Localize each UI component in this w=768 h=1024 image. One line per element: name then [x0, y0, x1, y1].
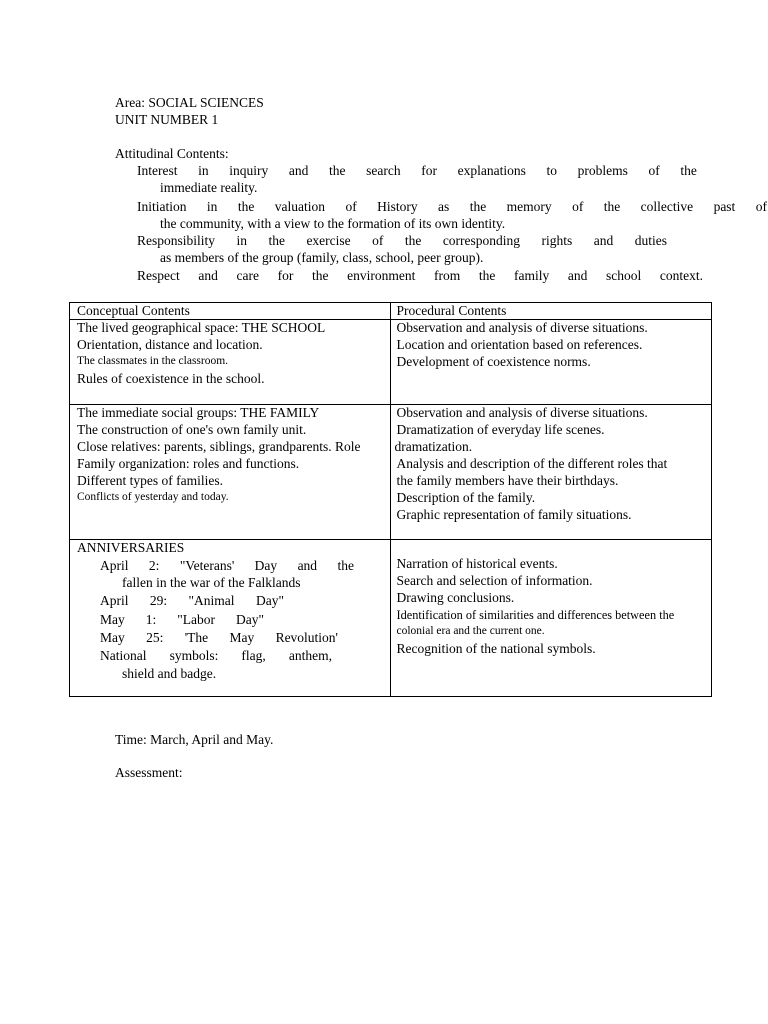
- word: and: [593, 233, 614, 248]
- word: 25:: [146, 630, 164, 645]
- word: the: [237, 199, 255, 214]
- word: past: [713, 199, 736, 214]
- word: and: [198, 268, 218, 283]
- word: Responsibility: [137, 233, 216, 248]
- word: May: [229, 630, 255, 645]
- attitudinal-item-2-line-2: the community, with a view to the formation of its own identity.: [160, 216, 506, 231]
- procedural-line: dramatization.: [394, 439, 473, 454]
- procedural-line: Dramatization of everyday life scenes.: [396, 422, 605, 437]
- conceptual-line: The lived geographical space: THE SCHOOL: [77, 320, 326, 335]
- word: the: [478, 268, 496, 283]
- table-row: [70, 405, 712, 540]
- word: school: [605, 268, 642, 283]
- word: for: [421, 163, 437, 178]
- conceptual-line: [100, 630, 338, 646]
- word: "Animal: [188, 593, 235, 608]
- word: of: [372, 233, 384, 248]
- conceptual-line: The immediate social groups: THE FAMILY: [77, 405, 320, 420]
- word: for: [277, 268, 294, 283]
- procedural-line: Graphic representation of family situations.: [396, 507, 632, 522]
- word: valuation: [274, 199, 326, 214]
- conceptual-line: shield and badge.: [122, 666, 217, 681]
- procedural-line: Analysis and description of the different roles that: [396, 456, 668, 471]
- conceptual-line: [100, 648, 332, 664]
- word: collective: [640, 199, 694, 214]
- table-row: [70, 320, 712, 405]
- word: duties: [634, 233, 667, 248]
- word: History: [377, 199, 418, 214]
- attitudinal-item-1-line-2: immediate reality.: [160, 180, 258, 195]
- word: of: [345, 199, 357, 214]
- word: the: [680, 163, 697, 178]
- attitudinal-title: Attitudinal Contents:: [115, 146, 229, 161]
- word: and: [297, 558, 318, 573]
- word: "Labor: [177, 612, 215, 627]
- word: 29:: [149, 593, 168, 608]
- word: of: [572, 199, 584, 214]
- word: in: [206, 199, 218, 214]
- word: problems: [577, 163, 628, 178]
- word: Day: [254, 558, 278, 573]
- conceptual-cell-anniversaries: [70, 540, 390, 696]
- procedural-line: Observation and analysis of diverse situations.: [396, 320, 648, 335]
- area-heading: Area: SOCIAL SCIENCES: [115, 95, 264, 110]
- word: from: [433, 268, 461, 283]
- word: in: [198, 163, 209, 178]
- word: May: [100, 612, 125, 627]
- procedural-cell-anniversaries: [391, 540, 712, 696]
- contents-table: [69, 302, 712, 697]
- word: the: [603, 199, 621, 214]
- attitudinal-item-2-line-1: [137, 199, 767, 215]
- word: memory: [506, 199, 552, 214]
- procedural-line: Identification of similarities and differences between the: [396, 608, 675, 622]
- conceptual-line: [100, 612, 264, 628]
- assessment-line: Assessment:: [115, 765, 183, 780]
- word: symbols:: [169, 648, 219, 663]
- word: Revolution': [275, 630, 338, 645]
- word: 1:: [145, 612, 157, 627]
- word: to: [546, 163, 557, 178]
- conceptual-line: fallen in the war of the Falklands: [122, 575, 301, 590]
- conceptual-line: Different types of families.: [77, 473, 223, 488]
- word: the: [469, 199, 487, 214]
- conceptual-line: [100, 593, 284, 609]
- word: April: [100, 593, 129, 608]
- word: National: [100, 648, 147, 663]
- word: in: [236, 233, 247, 248]
- conceptual-line: The construction of one's own family unit.: [77, 422, 307, 437]
- word: environment: [347, 268, 416, 283]
- conceptual-line: ANNIVERSARIES: [77, 540, 185, 555]
- word: the: [311, 268, 329, 283]
- word: anthem,: [288, 648, 332, 663]
- table-header-row: [70, 303, 712, 320]
- procedural-line: Drawing conclusions.: [396, 590, 515, 605]
- word: the: [268, 233, 285, 248]
- word: of: [648, 163, 660, 178]
- word: care: [236, 268, 259, 283]
- attitudinal-item-3-line-2: as members of the group (family, class, school, peer group).: [160, 250, 484, 265]
- word: May: [100, 630, 125, 645]
- procedural-line: the family members have their birthdays.: [396, 473, 619, 488]
- word: the: [404, 233, 422, 248]
- conceptual-line: The classmates in the classroom.: [77, 355, 229, 367]
- procedural-line: Description of the family.: [396, 490, 536, 505]
- word: Initiation: [137, 199, 187, 214]
- word: search: [366, 163, 401, 178]
- procedural-cell-school: [391, 320, 712, 404]
- word: corresponding: [442, 233, 521, 248]
- word: inquiry: [229, 163, 269, 178]
- word: Day": [255, 593, 284, 608]
- conceptual-line: Close relatives: parents, siblings, grandparents. Role: [77, 439, 361, 454]
- procedural-cell-family: [391, 405, 712, 539]
- table-row: [70, 540, 712, 697]
- procedural-line: Observation and analysis of diverse situations.: [396, 405, 648, 420]
- word: April: [100, 558, 129, 573]
- attitudinal-item-4-line-1: [137, 268, 703, 284]
- procedural-line: Search and selection of information.: [396, 573, 593, 588]
- word: of: [755, 199, 767, 214]
- procedural-line: Narration of historical events.: [396, 556, 558, 571]
- procedural-line: Development of coexistence norms.: [396, 354, 591, 369]
- header-conceptual: Conceptual Contents: [77, 303, 190, 318]
- conceptual-line: [100, 558, 354, 574]
- word: the: [329, 163, 346, 178]
- word: 2:: [148, 558, 160, 573]
- procedural-line: Location and orientation based on references.: [396, 337, 643, 352]
- word: 'The: [184, 630, 209, 645]
- word: Day": [235, 612, 264, 627]
- word: rights: [541, 233, 573, 248]
- attitudinal-item-3-line-1: [137, 233, 667, 249]
- word: Interest: [137, 163, 178, 178]
- header-procedural: Procedural Contents: [396, 303, 507, 318]
- word: and: [567, 268, 588, 283]
- word: explanations: [457, 163, 526, 178]
- conceptual-line: Conflicts of yesterday and today.: [77, 491, 229, 503]
- procedural-line: Recognition of the national symbols.: [396, 641, 596, 656]
- procedural-line: colonial era and the current one.: [396, 625, 545, 637]
- word: exercise: [306, 233, 351, 248]
- unit-heading: UNIT NUMBER 1: [115, 112, 219, 127]
- word: as: [438, 199, 450, 214]
- word: family: [513, 268, 550, 283]
- conceptual-cell-family: [70, 405, 390, 539]
- word: "Veterans': [179, 558, 235, 573]
- attitudinal-item-1-line-1: [137, 163, 697, 179]
- conceptual-line: Orientation, distance and location.: [77, 337, 263, 352]
- word: Respect: [137, 268, 180, 283]
- time-line: Time: March, April and May.: [115, 732, 274, 747]
- word: flag,: [241, 648, 266, 663]
- conceptual-line: Rules of coexistence in the school.: [77, 371, 265, 386]
- word: context.: [659, 268, 703, 283]
- conceptual-cell-school: [70, 320, 390, 404]
- word: and: [288, 163, 309, 178]
- word: the: [337, 558, 354, 573]
- conceptual-line: Family organization: roles and functions.: [77, 456, 300, 471]
